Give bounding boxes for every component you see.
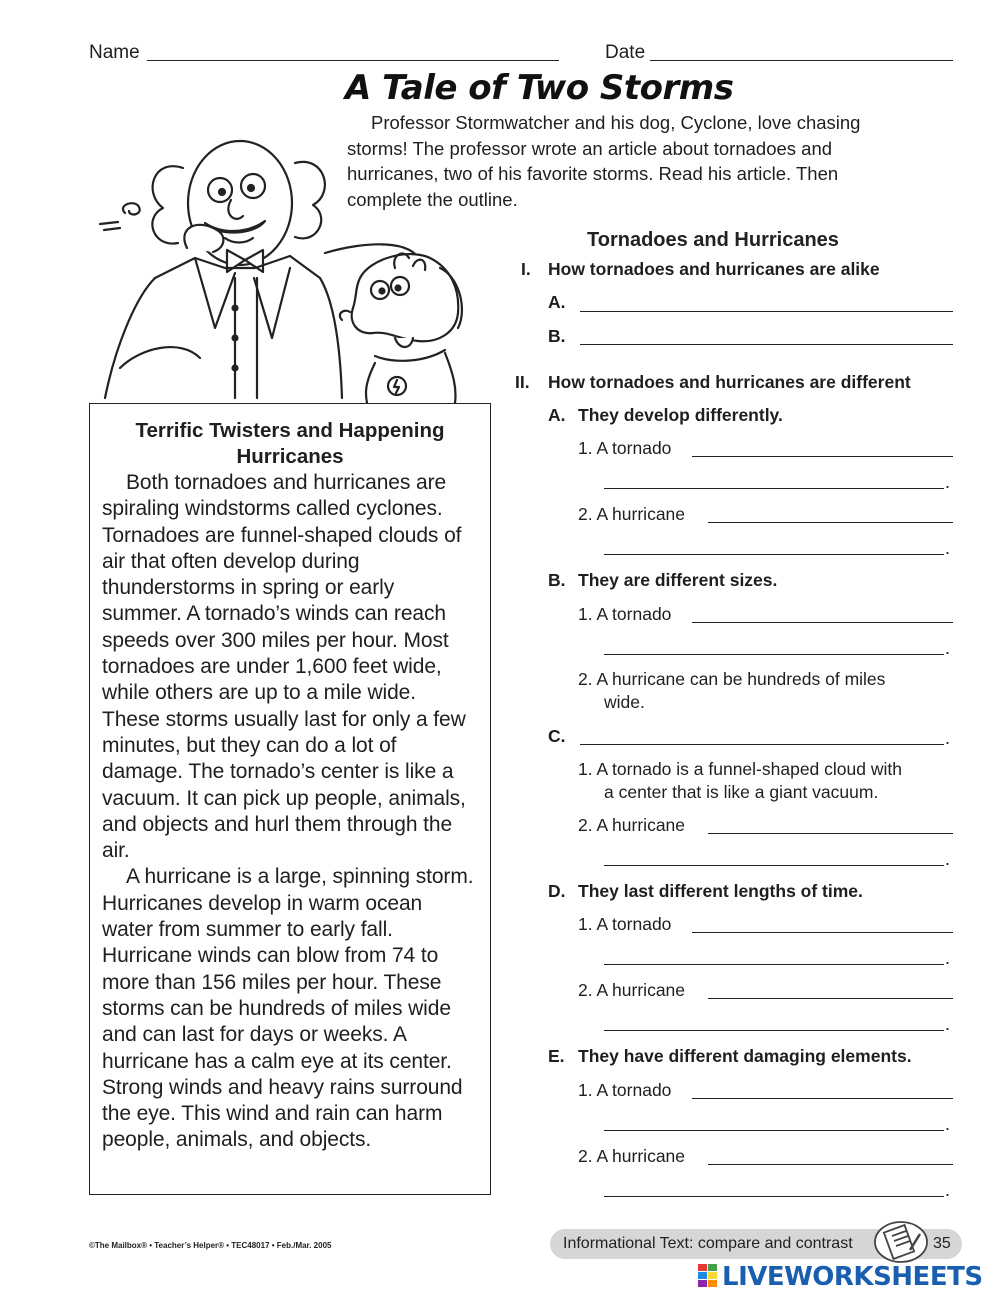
outline-e-2: 2. A hurricane: [578, 1146, 686, 1166]
answer-line-b-1-cont[interactable]: [604, 654, 944, 655]
outline-d-label: They last different lengths of time.: [578, 881, 863, 901]
intro-text: Professor Stormwatcher and his dog, Cyclone, love chasing storms! The professor wrote an article about tornadoes and hurricanes, two of his favorite storms. Read his article. Then complete the outline.: [347, 112, 861, 210]
outline-c-letter: C.: [548, 726, 566, 746]
outline-d-1: 1. A tornado: [578, 914, 672, 934]
answer-line-d-1-cont[interactable]: [604, 964, 944, 965]
outline-e-1: 1. A tornado: [578, 1080, 672, 1100]
outline-ii-label: How tornadoes and hurricanes are different: [548, 372, 911, 392]
answer-line-e-2-cont[interactable]: [604, 1196, 944, 1197]
answer-line-a-1-cont[interactable]: [604, 488, 944, 489]
outline-b-2: 2. A hurricane can be hundreds of miles: [578, 669, 886, 689]
outline-i-a-letter: A.: [548, 292, 566, 312]
date-label: Date: [605, 42, 646, 63]
period: .: [945, 538, 951, 558]
article-p2-text: A hurricane is a large, spinning storm. Hurricanes develop in warm ocean water from summer to early fall. Hurricane winds can blow from 74 to more than 156 miles per hour. These storms can be hundreds of miles wide and can last for days or weeks. A hurricane has a calm eye at its center. Strong winds and heavy rains surround the eye. This wind and rain can harm people, animals, and objects.: [102, 865, 474, 1152]
period: .: [945, 948, 951, 968]
outline-a-1: 1. A tornado: [578, 438, 672, 458]
liveworksheets-logo-icon: [697, 1262, 719, 1288]
liveworksheets-brand: LIVEWORKSHEETS: [722, 1262, 983, 1292]
answer-line-d-1[interactable]: [692, 932, 953, 933]
answer-line-d-2-cont[interactable]: [604, 1030, 944, 1031]
clipboard-icon: [872, 1216, 930, 1266]
answer-line-e-1-cont[interactable]: [604, 1130, 944, 1131]
page-title: A Tale of Two Storms: [345, 68, 734, 108]
article-paragraph-2: [102, 864, 478, 1153]
article-paragraph-1: [102, 470, 478, 864]
answer-line-i-b[interactable]: [580, 344, 953, 345]
answer-line-a-1[interactable]: [692, 456, 953, 457]
professor-and-dog-illustration: [95, 128, 495, 403]
period: .: [945, 1180, 951, 1200]
footer-credit: ©The Mailbox® • Teacher’s Helper® • TEC48017 • Feb./Mar. 2005: [89, 1241, 332, 1250]
article-p1-text: Both tornadoes and hurricanes are spiraling windstorms called cyclones. Tornadoes are funnel-shaped clouds of air that often develop during thunderstorms in spring or early summer. A tornado’s winds can reach speeds over 300 miles per hour. Most tornadoes are under 1,600 feet wide, while others are up to a mile wide. These storms usually last for only a few minutes, but they can do a lot of damage. The tornado’s center is like a vacuum. It can pick up people, animals, and objects and hurl them through the air.: [102, 471, 466, 863]
answer-line-i-a[interactable]: [580, 311, 953, 312]
date-field[interactable]: [650, 60, 953, 61]
period: .: [945, 638, 951, 658]
outline-ii-number: II.: [515, 372, 530, 392]
outline-c-2: 2. A hurricane: [578, 815, 686, 835]
answer-line-b-1[interactable]: [692, 622, 953, 623]
answer-line-e-2[interactable]: [708, 1164, 953, 1165]
outline-b-label: They are different sizes.: [578, 570, 778, 590]
period: .: [945, 849, 951, 869]
period: .: [945, 1114, 951, 1134]
answer-line-a-2-cont[interactable]: [604, 554, 944, 555]
period: .: [945, 472, 951, 492]
name-label: Name: [89, 42, 140, 63]
answer-line-c[interactable]: [580, 744, 944, 745]
outline-b-2-cont: wide.: [604, 692, 645, 712]
name-field[interactable]: [147, 60, 559, 61]
period: .: [945, 728, 951, 748]
outline-c-1-cont: a center that is like a giant vacuum.: [604, 782, 879, 802]
outline-i-label: How tornadoes and hurricanes are alike: [548, 259, 880, 279]
outline-a-2: 2. A hurricane: [578, 504, 686, 524]
page-number: 35: [933, 1235, 951, 1252]
answer-line-c-2-cont[interactable]: [604, 865, 944, 866]
outline-d-letter: D.: [548, 881, 566, 901]
outline-a-label: They develop differently.: [578, 405, 783, 425]
answer-line-c-2[interactable]: [708, 833, 953, 834]
skill-text: Informational Text: compare and contrast: [563, 1235, 853, 1252]
article-box: [89, 403, 491, 1195]
answer-line-d-2[interactable]: [708, 998, 953, 999]
answer-line-a-2[interactable]: [708, 522, 953, 523]
outline-c-1: 1. A tornado is a funnel-shaped cloud with: [578, 759, 902, 779]
article-title: Terrific Twisters and Happening Hurricanes: [135, 419, 445, 468]
outline-d-2: 2. A hurricane: [578, 980, 686, 1000]
outline-title: Tornadoes and Hurricanes: [587, 229, 839, 251]
outline-i-b-letter: B.: [548, 326, 566, 346]
outline-b-letter: B.: [548, 570, 566, 590]
period: .: [945, 1014, 951, 1034]
outline-e-label: They have different damaging elements.: [578, 1046, 912, 1066]
outline-b-1: 1. A tornado: [578, 604, 672, 624]
answer-line-e-1[interactable]: [692, 1098, 953, 1099]
outline-i-number: I.: [521, 259, 531, 279]
outline-a-letter: A.: [548, 405, 566, 425]
outline-e-letter: E.: [548, 1046, 565, 1066]
